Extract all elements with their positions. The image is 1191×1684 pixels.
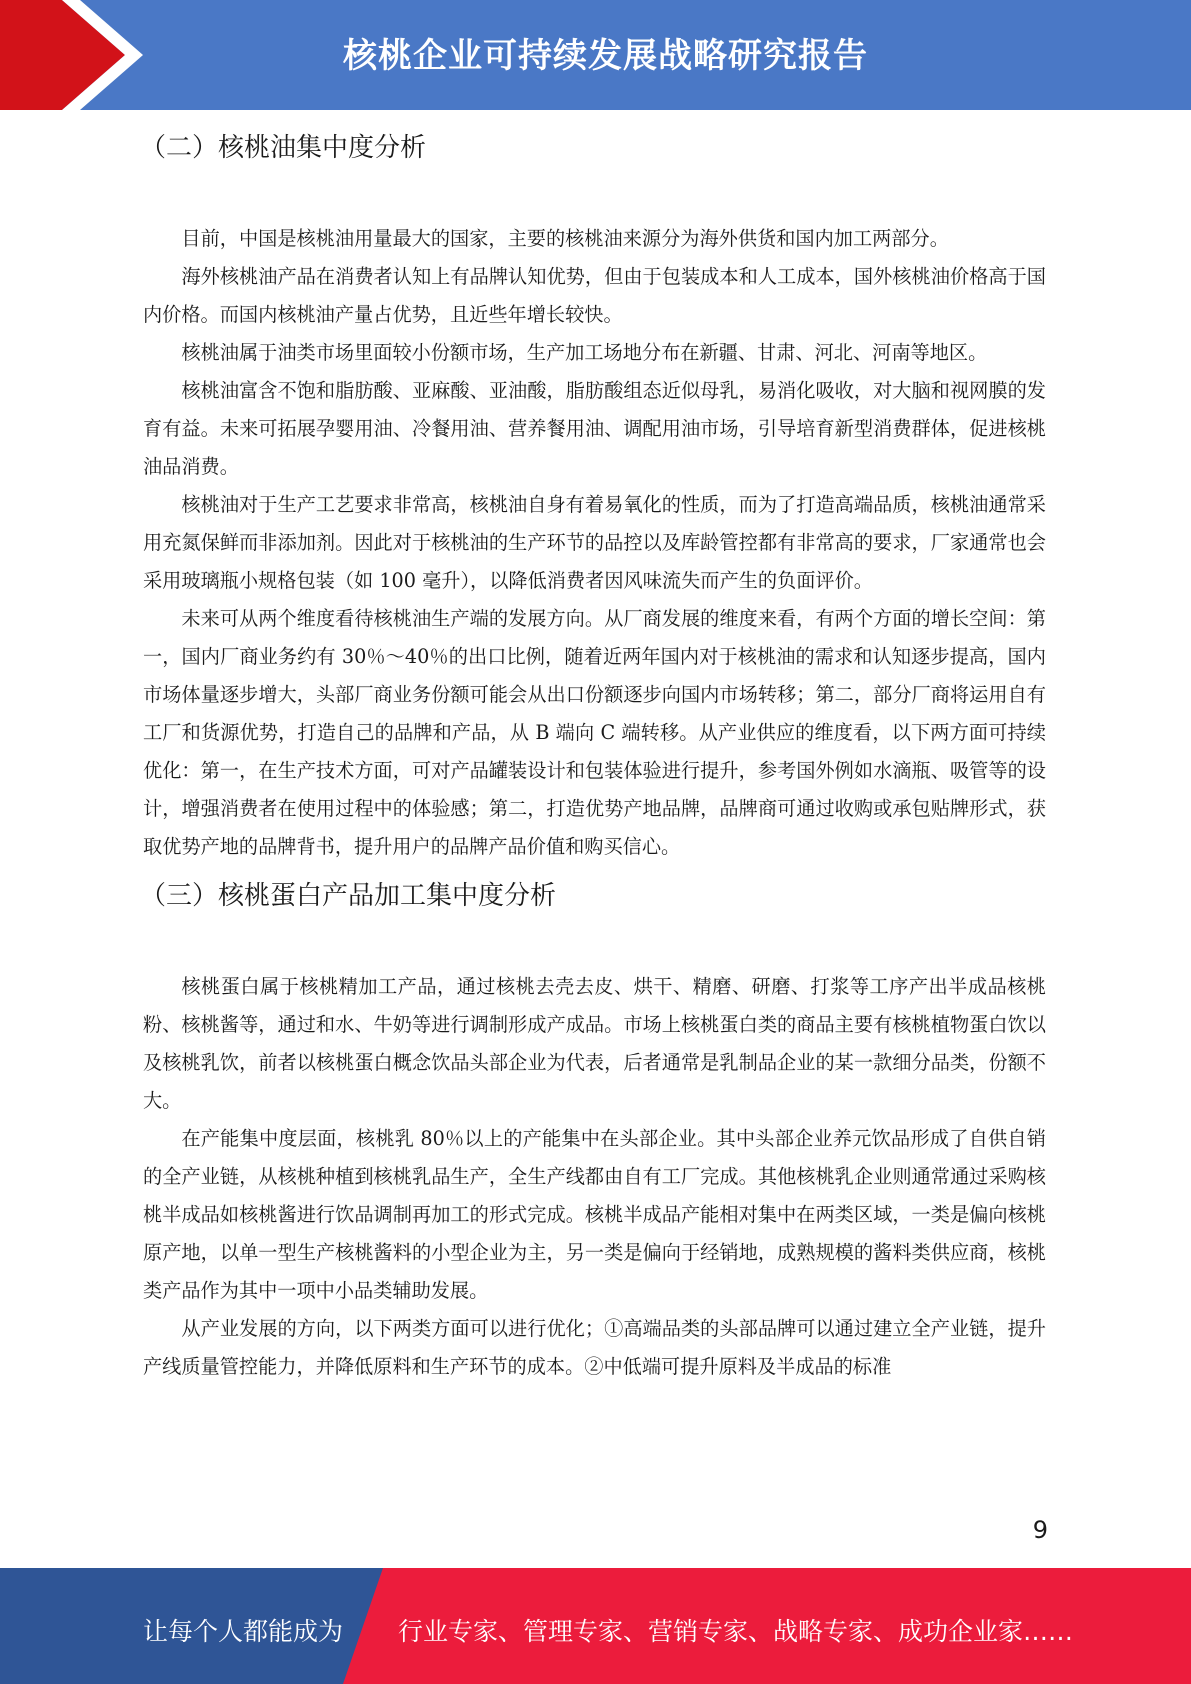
section-heading-walnut-protein: （三）核桃蛋白产品加工集中度分析 bbox=[140, 881, 557, 911]
paragraph: 未来可从两个维度看待核桃油生产端的发展方向。从厂商发展的维度来看，有两个方面的增长空间：第一，国内厂商业务约有 30％～40％的出口比例，随着近两年国内对于核桃油的需求和认知逐步提高，国内市场体量逐步增大，头部厂商业务份额可能会从出口份额逐步向国内市场转移；第二，部分厂商将运用自有工厂和货源优势，打造自己的品牌和产品，从 B 端向 C 端转移。从产业供应的维度看，以下两方面可持续优化：第一，在生产技术方面，可对产品罐装设计和包装体验进行提升，参考国外例如水滴瓶、吸管等的设计，增强消费者在使用过程中的体验感；第二，打造优势产地品牌，品牌商可通过收购或承包贴牌形式，获取优势产地的品牌背书，提升用户的品牌产品价值和购买信心。 bbox=[143, 607, 1046, 858]
page-header bbox=[0, 0, 1191, 110]
paragraph: 核桃油对于生产工艺要求非常高，核桃油自身有着易氧化的性质，而为了打造高端品质，核桃油通常采用充氮保鲜而非添加剂。因此对于核桃油的生产环节的品控以及库龄管控都有非常高的要求，厂家通常也会采用玻璃瓶小规格包装（如 100 毫升），以降低消费者因风味流失而产生的负面评价。 bbox=[143, 493, 1046, 592]
paragraph: 核桃油富含不饱和脂肪酸、亚麻酸、亚油酸，脂肪酸组态近似母乳，易消化吸收，对大脑和视网膜的发育有益。未来可拓展孕婴用油、冷餐用油、营养餐用油、调配用油市场，引导培育新型消费群体，促进核桃油品消费。 bbox=[143, 379, 1046, 478]
report-title: 核桃企业可持续发展战略研究报告 bbox=[343, 36, 868, 76]
paragraph: 在产能集中度层面，核桃乳 80％以上的产能集中在头部企业。其中头部企业养元饮品形成了自供自销的全产业链，从核桃种植到核桃乳品生产，全生产线都由自有工厂完成。其他核桃乳企业则通常通过采购核桃半成品如核桃酱进行饮品调制再加工的形式完成。核桃半成品产能相对集中在两类区域，一类是偏向核桃原产地，以单一型生产核桃酱料的小型企业为主，另一类是偏向于经销地，成熟规模的酱料类供应商，核桃类产品作为其中一项中小品类辅助发展。 bbox=[143, 1127, 1046, 1302]
paragraph: 核桃油属于油类市场里面较小份额市场，生产加工场地分布在新疆、甘肃、河北、河南等地区。 bbox=[181, 341, 988, 364]
footer-slogan-right: 行业专家、管理专家、营销专家、战略专家、成功企业家…… bbox=[398, 1617, 1074, 1646]
page-content bbox=[140, 128, 1046, 1386]
paragraph: 海外核桃油产品在消费者认知上有品牌认知优势，但由于包装成本和人工成本，国外核桃油价格高于国内价格。而国内核桃油产量占优势，且近些年增长较快。 bbox=[143, 265, 1046, 326]
page-number: 9 bbox=[1032, 1516, 1048, 1544]
paragraph: 核桃蛋白属于核桃精加工产品，通过核桃去壳去皮、烘干、精磨、研磨、打浆等工序产出半成品核桃粉、核桃酱等，通过和水、牛奶等进行调制形成产成品。市场上核桃蛋白类的商品主要有核桃植物蛋白饮以及核桃乳饮，前者以核桃蛋白概念饮品头部企业为代表，后者通常是乳制品企业的某一款细分品类，份额不大。 bbox=[143, 975, 1046, 1112]
paragraph: 从产业发展的方向，以下两类方面可以进行优化；①高端品类的头部品牌可以通过建立全产业链，提升产线质量管控能力，并降低原料和生产环节的成本。②中低端可提升原料及半成品的标准 bbox=[143, 1317, 1046, 1378]
footer-slogan-left: 让每个人都能成为 bbox=[143, 1617, 344, 1646]
paragraph: 目前，中国是核桃油用量最大的国家，主要的核桃油来源分为海外供货和国内加工两部分。 bbox=[181, 227, 949, 250]
section-heading-walnut-oil: （二）核桃油集中度分析 bbox=[140, 133, 427, 163]
page-footer bbox=[0, 1568, 1191, 1684]
